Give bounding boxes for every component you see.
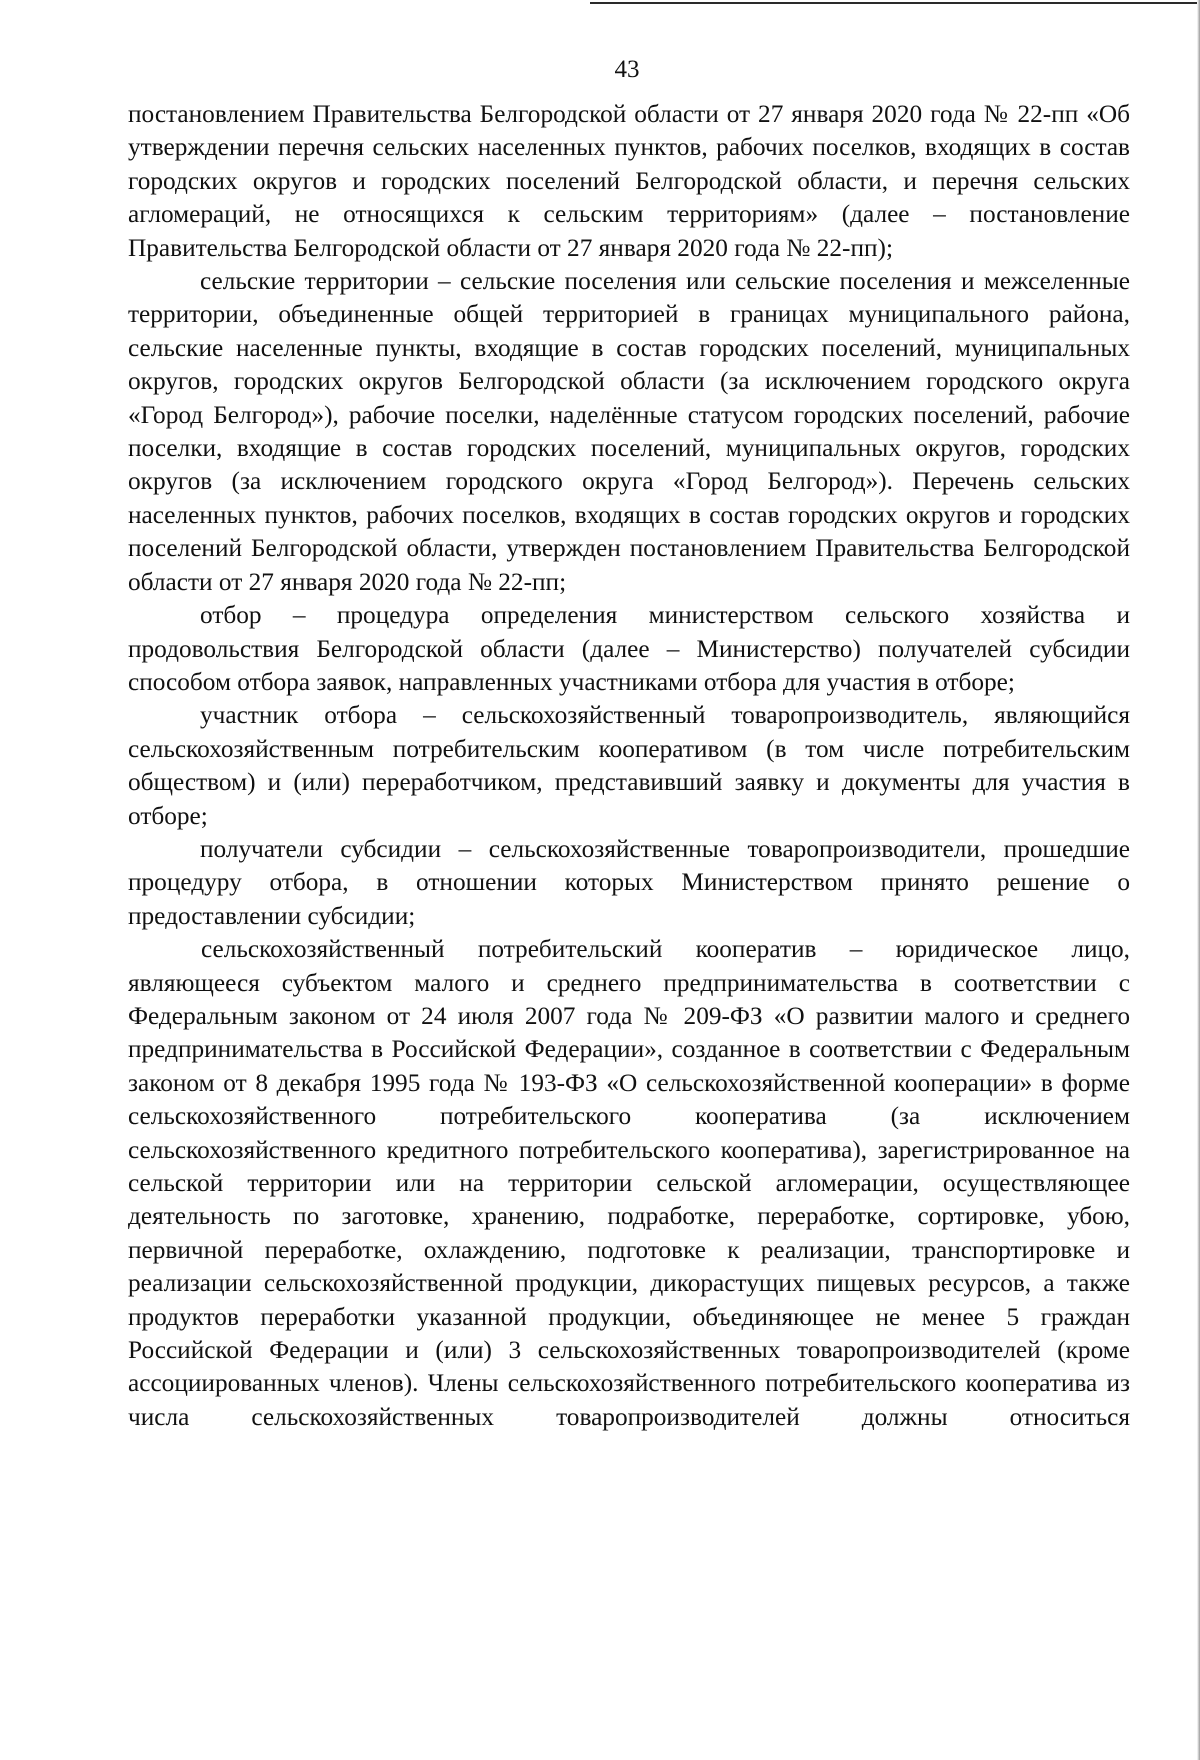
- paragraph-participant-definition: участник отбора – сельскохозяйственный товаропроизводитель, являющийся сельскохозяйственным потребительским кооперативом (в том числе потребительским обществом) и (или) переработчиком, представивший заявку и документы для участия в отборе;: [128, 701, 1130, 830]
- page-number: 43: [614, 56, 640, 83]
- paragraph-selection-definition: отбор – процедура определения министерством сельского хозяйства и продовольствия Белгородской области (далее – Министерство) получателей субсидии способом отбора заявок, направленных участниками отбора для участия в отборе;: [128, 601, 1130, 696]
- paragraph-cooperative-definition: сельскохозяйственный потребительский кооператив – юридическое лицо, являющееся субъектом малого и среднего предпринимательства в соответствии с Федеральным законом от 24 июля 2007 года № 209-ФЗ «О развитии малого и среднего предпринимательства в Российской Федерации», созданное в соответствии с Федеральным законом от 8 декабря 1995 года № 193-ФЗ «О сельскохозяйственной кооперации» в форме сельскохозяйственного потребительского кооператива (за исключением сельскохозяйственного кредитного потребительского кооператива), зарегистрированное на сельской территории или на территории сельской агломерации, осуществляющее деятельность по заготовке, хранению, подработке, переработке, сортировке, убою, первичной переработке, охлаждению, подготовке к реализации, транспортировке и реализации сельскохозяйственной продукции, дикорастущих пищевых ресурсов, а также продуктов переработки указанной продукции, объединяющее не менее 5 граждан Российской Федерации и (или) 3 сельскохозяйственных товаропроизводителей (кроме ассоциированных членов). Члены сельскохозяйственного потребительского кооператива из числа сельскохозяйственных товаропроизводителей должны относиться: [128, 935, 1130, 1431]
- document-body: [128, 98, 1130, 1434]
- paragraph-recipients-definition: получатели субсидии – сельскохозяйственные товаропроизводители, прошедшие процедуру отбора, в отношении которых Министерством принято решение о предоставлении субсидии;: [128, 834, 1130, 930]
- scan-edge-line: [590, 2, 1200, 4]
- paragraph-rural-territories-definition: сельские территории – сельские поселения или сельские поселения и межселенные территории, объединенные общей территорией в границах муниципального района, сельские населенные пункты, входящие в состав городских поселений, муниципальных округов, городских округов Белгородской области (за исключением городского округа «Город Белгород»), рабочие поселки, наделённые статусом городских поселений, рабочие поселки, входящие в состав городских поселений, муниципальных округов, городских округов (за исключением городского округа «Город Белгород»). Перечень сельских населенных пунктов, рабочих поселков, входящих в состав городских округов и городских поселений Белгородской области, утвержден постановлением Правительства Белгородской области от 27 января 2020 года № 22-пп;: [128, 267, 1130, 596]
- paragraph-continuation: постановлением Правительства Белгородской области от 27 января 2020 года № 22-пп «Об утверждении перечня сельских населенных пунктов, рабочих поселков, входящих в состав городских округов и городских поселений Белгородской области, и перечня сельских агломераций, не относящихся к сельским территориям» (далее – постановление Правительства Белгородской области от 27 января 2020 года № 22-пп);: [128, 100, 1130, 262]
